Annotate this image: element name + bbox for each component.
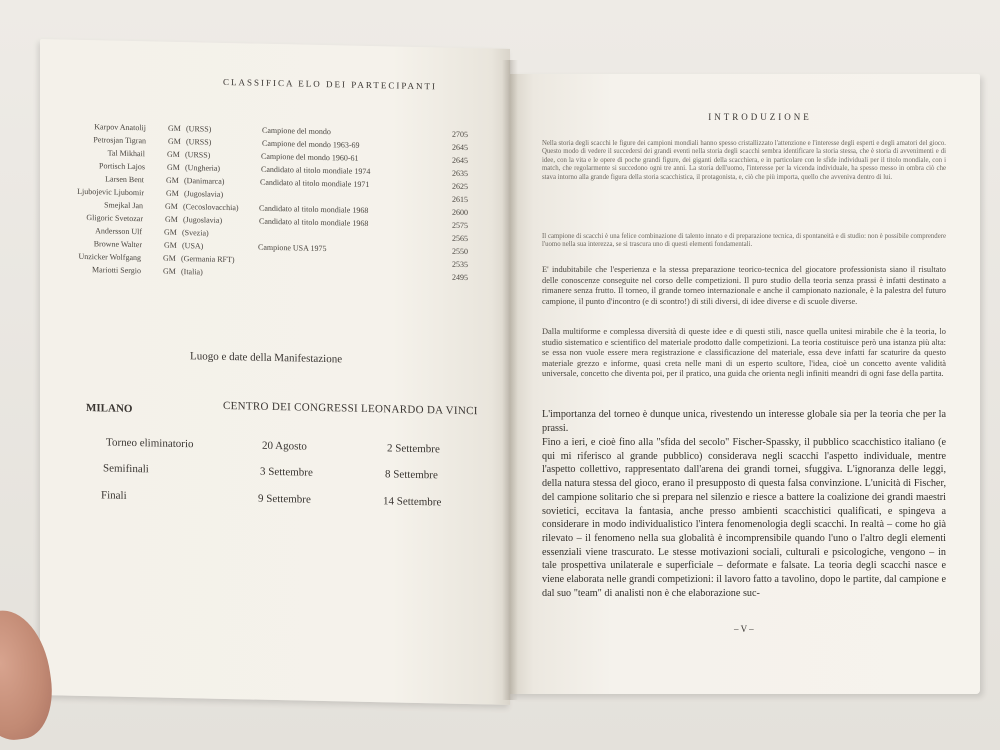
player-title: GM [163,266,176,276]
player-country: (Cecoslovacchia) [183,202,239,213]
player-country: (Ungheria) [185,163,221,173]
player-title: GM [167,149,180,160]
player-name: Petrosjan Tigran [93,135,146,146]
player-country: (Germania RFT) [181,254,235,265]
schedule-end: 2 Settembre [387,442,440,456]
player-country: (Jugoslavia) [184,189,224,199]
player-name: Andersson Ulf [95,226,142,237]
player-rating: 2645 [452,155,468,166]
page-number: – V – [734,624,754,634]
player-title: GM [163,253,176,263]
player-country: (USA) [182,241,204,251]
player-name: Larsen Bent [105,174,144,185]
schedule-start: 9 Settembre [258,492,311,506]
player-note: Campione del mondo [262,125,331,137]
player-country: (URSS) [186,124,212,134]
player-country: (Italia) [181,267,203,277]
player-rating: 2645 [452,142,468,153]
player-name: Smejkal Jan [104,200,143,211]
venue-heading: Luogo e date della Manifestazione [190,350,343,366]
player-rating: 2495 [452,272,468,283]
schedule-phase: Torneo eliminatorio [106,436,194,451]
player-rating: 2635 [452,168,468,179]
schedule-row [40,461,510,482]
player-name: Unzicker Wolfgang [78,251,141,263]
schedule-row [40,488,510,509]
player-country: (Danimarca) [184,176,225,186]
player-title: GM [166,188,179,198]
player-name: Browne Walter [93,239,142,250]
player-title: GM [168,136,181,147]
player-title: GM [166,175,179,185]
player-country: (Jugoslavia) [183,215,223,225]
schedule-end: 8 Settembre [385,468,438,482]
player-title: GM [165,201,178,211]
player-rating: 2705 [452,129,468,140]
player-name: Ljubojevic Ljubomir [77,186,144,198]
player-title: GM [167,162,180,173]
left-page-content [40,39,510,705]
player-title: GM [164,227,177,237]
schedule-phase: Semifinali [103,462,149,476]
player-note: Candidato al titolo mondiale 1971 [260,177,370,189]
player-country: (URSS) [186,137,212,147]
introduction-title: INTRODUZIONE [708,112,812,122]
right-page-content [510,74,980,694]
player-note: Campione USA 1975 [258,242,327,254]
intro-paragraph: E' indubitabile che l'esperienza e la stessa preparazione teorico-tecnica del giocatore professionista siano il risultato delle conoscenze conseguite nel corso delle competizioni. Il puro studio della teoria senza prassi è infatti destinato a rimanere senza frutto. Il torneo, il grande torneo internazionale e anche il campionato nazionale, è la palestra del futuro campione, il punto d'incontro (e di scontro!) di stili diversi, di idee diverse e di scuole diverse. [542,265,946,306]
player-country: (Svezia) [182,228,209,238]
player-name: Gligoric Svetozar [86,213,143,224]
intro-paragraph: Nella storia degli scacchi le figure dei campioni mondiali hanno spesso cristallizzato l'attenzione e l'interesse degli esperti e degli amatori del gioco. Questo modo di vedere il succedersi dei grandi eventi nella storia degli scacchi sembra identificare la storia stessa, che è storia di avvenimenti e di idee, con la vita e le opere di poche grandi figure, dei giganti della scacchiera, e in particolare con le sfide individuali per il titolo mondiale, con i match, che regolarmente si succedono ogni tre anni. La storia dell'uomo, l'interesse per la vicenda individuale, ha spesso messo in ombra ciò che stava intorno alla grande figura della storia scacchistica, il protagonista, e, ciò che più importa, quello che avveniva dentro di lui. [542,140,946,181]
player-rating: 2615 [452,194,468,205]
player-rating: 2550 [452,246,468,257]
player-note: Campione del mondo 1960-61 [261,151,359,163]
player-name: Mariotti Sergio [92,265,141,276]
venue-center: CENTRO DEI CONGRESSI LEONARDO DA VINCI [223,399,478,418]
player-note: Candidato al titolo mondiale 1974 [261,164,371,176]
schedule-end: 14 Settembre [383,495,442,509]
player-name: Tal Mikhail [107,148,145,159]
player-rating: 2535 [452,259,468,270]
intro-paragraph: Fino a ieri, e cioè fino alla "sfida del secolo" Fischer-Spassky, il pubblico scacchistico italiano (e qui mi riferisco al grande pubblico) considerava negli scacchi l'aspetto individuale, mentre l'aspetto collettivo, rappresentato dall'arena dei grandi tornei, sfuggiva. L'ignoranza delle leggi, della natura stessa del gioco, erano il presupposto di questa falsa convinzione. L'unicità di Fischer, del campione solitario che si prepara nel silenzio e riesce a battere la coalizione dei grandi maestri sovietici, eccitava la fantasia, anche presso ambienti scacchistici qualificati, e spingeva a considerare in modo individualistico l'intera fenomenologia degli scacchi. In realtà – come ho già rilevato – il fenomeno nella sua globalità è incomprensibile quando l'uno o l'altro degli elementi essenziali viene trascurato. Le stesse motivazioni sociali, culturali e psicologiche, vengono – in tale prospettiva unilaterale e superficiale – deformate e falsate. La teoria degli scacchi nasce e viene elaborata nelle grandi competizioni: il lavoro fatto a tavolino, dopo le partite, dal campione e dal suo "team" di analisti non è che elaborazione suc- [542,437,946,599]
player-country: (URSS) [185,150,211,160]
player-note: Candidato al titolo mondiale 1968 [259,216,369,228]
player-note: Campione del mondo 1963-69 [262,138,360,150]
schedule-start: 20 Agosto [262,439,307,453]
player-rating: 2575 [452,220,468,231]
player-title: GM [165,214,178,224]
intro-paragraph: L'importanza del torneo è dunque unica, rivestendo un interesse globale sia per la teoria che per la prassi. [542,409,946,434]
player-title: GM [164,240,177,250]
venue-city: MILANO [86,402,133,416]
schedule-row [40,435,510,456]
player-rating: 2565 [452,233,468,244]
player-title: GM [168,123,181,134]
intro-paragraph: Il campione di scacchi è una felice combinazione di talento innato e di preparazione tecnica, di spontaneità e di studio: non è possibile comprendere l'uomo nella sua interezza, se si trascura uno di questi elementi fondamentali. [542,233,946,249]
schedule-start: 3 Settembre [260,465,313,479]
elo-ranking-title: CLASSIFICA ELO DEI PARTECIPANTI [222,76,438,92]
player-rating: 2600 [452,207,468,218]
player-name: Portisch Lajos [99,161,145,172]
schedule-phase: Finali [101,489,127,502]
player-name: Karpov Anatolij [94,122,146,133]
player-note: Candidato al titolo mondiale 1968 [259,203,369,215]
intro-paragraph: Dalla multiforme e complessa diversità di queste idee e di questi stili, nasce quella unitesi mirabile che è la teoria, lo studio sistematico e scientifico del materiale prodotto dalle competizioni. La teoria costituisce però una istanza più alta: se essa non vuole essere mera registrazione e classificazione del materiale, essa deve infatti far scaturire da questo materiale grezzo e informe, quasi creta nelle mani di un esperto scultore, l'idea, cioè un concetto avente validità universale, concetto che diventa poi, per il pratico, una guida che orienta negli infiniti meandri di ogni fase della partita. [542,327,946,379]
player-rating: 2625 [452,181,468,192]
